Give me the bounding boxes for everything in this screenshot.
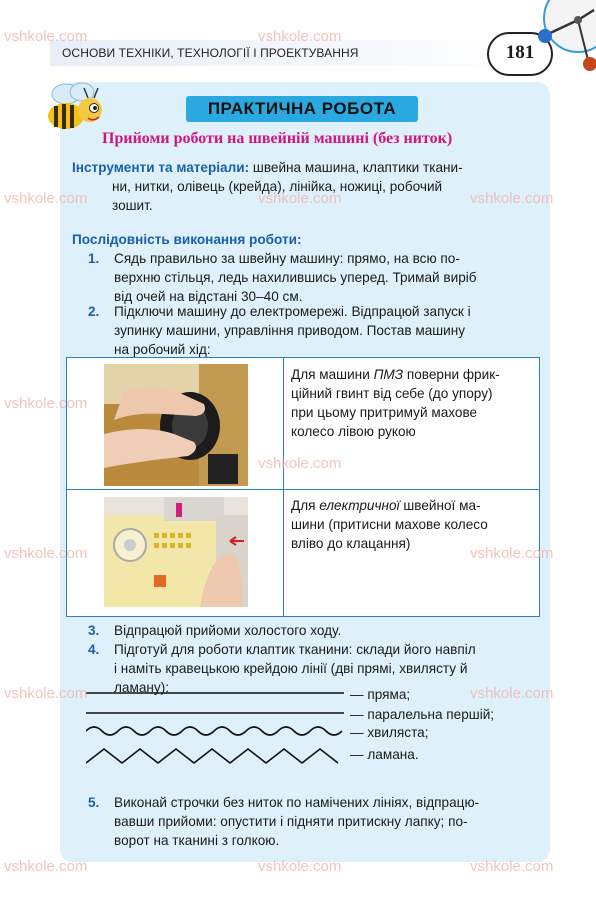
tools-line-2: ни, нитки, олівець (крейда), лінійка, ножиці, робочий	[112, 179, 443, 194]
step-number: 5.	[88, 795, 100, 810]
handwheel-photo	[104, 364, 248, 486]
sequence-heading: Послідовність виконання роботи:	[72, 232, 302, 247]
step-line: ламану):	[114, 680, 170, 695]
watermark: vshkole.com	[258, 190, 342, 207]
label-straight: — пряма;	[350, 687, 411, 702]
step-line: і наміть кравецькою крейдою лінії (дві прямі, хвилясту й	[114, 661, 468, 676]
cell-text-pre: Для машини	[291, 367, 374, 382]
watermark: vshkole.com	[4, 28, 88, 45]
step-1	[88, 249, 538, 306]
watermark: vshkole.com	[4, 395, 88, 412]
section-title: ПРАКТИЧНА РОБОТА	[186, 96, 418, 122]
step-line: зупинку машини, управління приводом. Постав машину	[114, 323, 466, 338]
table-row-1-text	[291, 365, 531, 441]
watermark: vshkole.com	[4, 190, 88, 207]
cell-line: шини (притисни махове колесо	[291, 517, 488, 532]
watermark: vshkole.com	[470, 190, 554, 207]
label-wavy: — хвиляста;	[350, 725, 429, 740]
watermark: vshkole.com	[258, 455, 342, 472]
cell-text-emphasis: електричної	[319, 498, 400, 513]
wavy-line	[86, 727, 342, 735]
electric-machine-photo	[104, 497, 248, 607]
tools-text-1: швейна машина, клаптики ткани-	[249, 160, 463, 175]
step-line: ворот на тканині з голкою.	[114, 833, 280, 848]
running-header: ОСНОВИ ТЕХНІКИ, ТЕХНОЛОГІЇ І ПРОЕКТУВАННЯ	[62, 46, 359, 60]
step-line: Підключи машину до електромережі. Відпрацюй запуск і	[114, 304, 471, 319]
work-subtitle: Прийоми роботи на швейній машині (без ниток)	[102, 130, 453, 147]
cell-line: ційний гвинт від себе (до упору)	[291, 386, 493, 401]
watermark: vshkole.com	[470, 858, 554, 875]
step-line: Підготуй для роботи клаптик тканини: склади його навпіл	[114, 642, 476, 657]
step-line: на робочий хід:	[114, 342, 211, 357]
label-zigzag: — ламана.	[350, 747, 419, 762]
watermark: vshkole.com	[470, 685, 554, 702]
step-line: від очей на відстані 30–40 см.	[114, 289, 303, 304]
corner-ornament-icon	[516, 0, 596, 85]
cell-line: колесо лівою рукою	[291, 424, 416, 439]
step-3	[88, 621, 538, 640]
tools-line-3: зошит.	[112, 198, 153, 213]
label-parallel: — паралельна першій;	[350, 707, 495, 722]
table-column-divider	[283, 357, 284, 616]
bee-mascot-icon	[36, 80, 108, 138]
watermark: vshkole.com	[4, 545, 88, 562]
watermark: vshkole.com	[4, 858, 88, 875]
tools-label: Інструменти та матеріали:	[72, 160, 250, 175]
page-number: 181	[487, 32, 553, 76]
watermark: vshkole.com	[4, 685, 88, 702]
line-samples	[86, 685, 348, 770]
cell-text-emphasis: ПМЗ	[373, 367, 404, 382]
cell-text-post: поверни фрик-	[403, 367, 500, 382]
step-2	[88, 302, 538, 359]
tools-line-1	[72, 158, 463, 177]
cell-text-post: швейної ма-	[399, 498, 481, 513]
cell-line: вліво до клацання)	[291, 536, 411, 551]
step-line: верхню стільця, ледь нахилившись уперед. Тримай виріб	[114, 270, 477, 285]
step-line: Сядь правильно за швейну машину: прямо, на всю по-	[114, 251, 460, 266]
cell-line: при цьому притримуй махове	[291, 405, 478, 420]
zigzag-line	[86, 749, 338, 763]
step-number: 4.	[88, 642, 100, 657]
step-number: 2.	[88, 304, 100, 319]
step-line: Виконай строчки без ниток по намічених лініях, відпрацю-	[114, 795, 480, 810]
step-number: 3.	[88, 623, 100, 638]
step-number: 1.	[88, 251, 100, 266]
step-line: Відпрацюй прийоми холостого ходу.	[114, 623, 342, 638]
watermark: vshkole.com	[470, 545, 554, 562]
watermark: vshkole.com	[258, 28, 342, 45]
watermark: vshkole.com	[258, 858, 342, 875]
step-line: вавши прийоми: опустити і підняти притискну лапку; по-	[114, 814, 468, 829]
step-5	[88, 793, 538, 850]
cell-text-pre: Для	[291, 498, 320, 513]
table-row-divider	[66, 489, 540, 490]
